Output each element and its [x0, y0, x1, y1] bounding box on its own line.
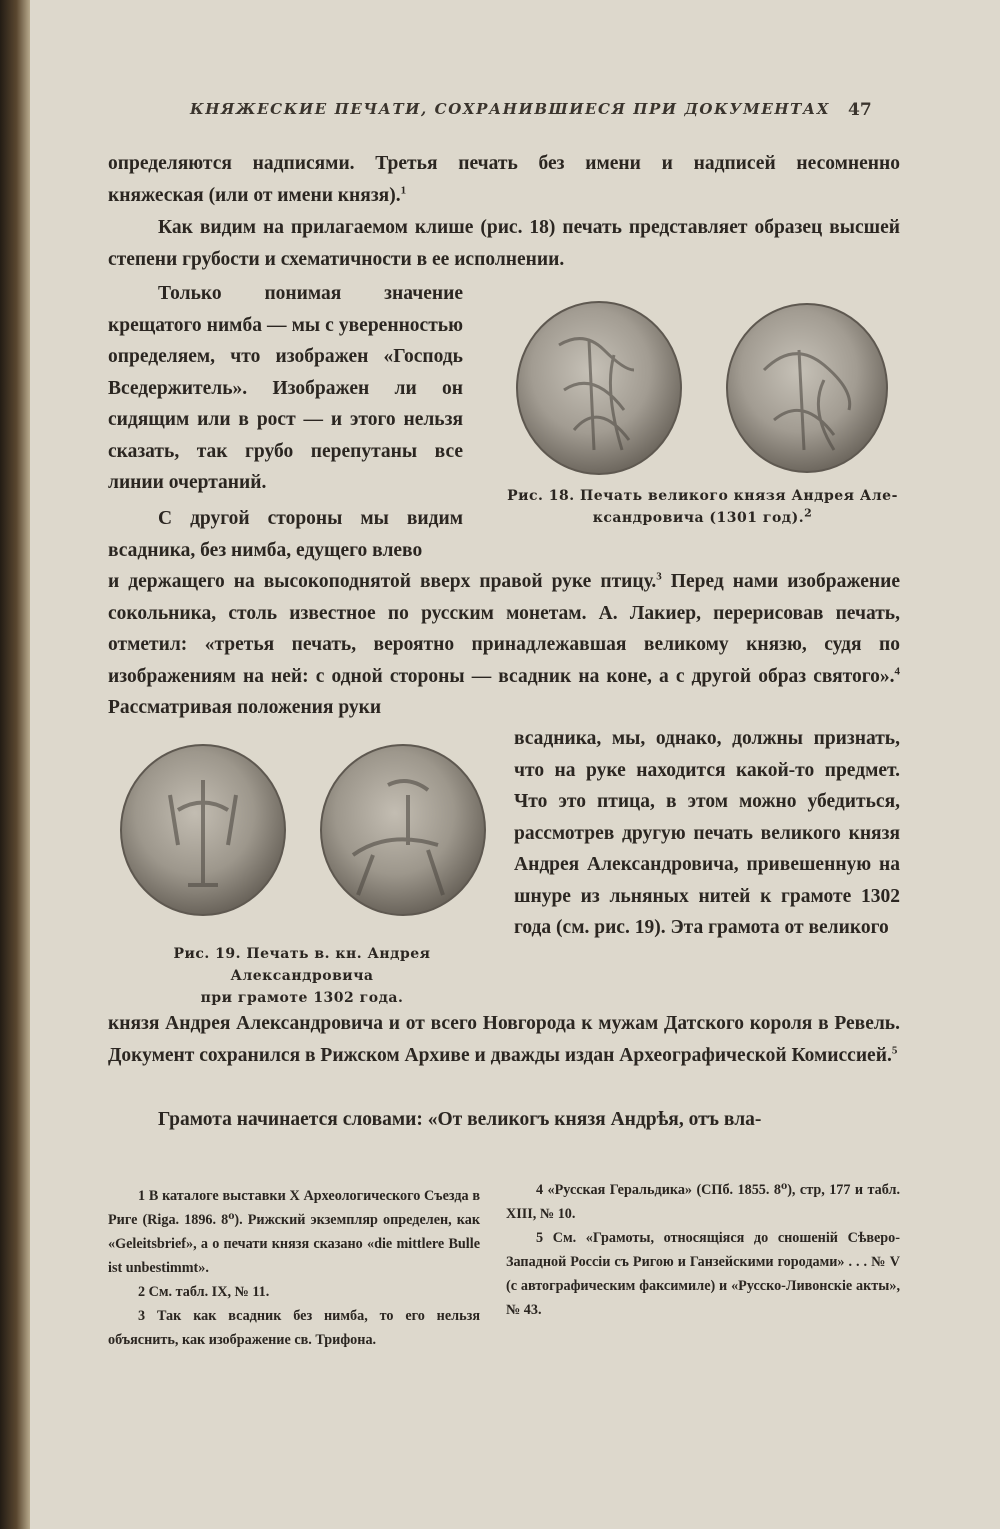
paragraph-1 [108, 148, 900, 211]
figure-18-caption [500, 485, 905, 529]
footnote-ref-4: 4 [894, 665, 900, 677]
paragraph-2 [108, 212, 900, 275]
seal-19-reverse [321, 745, 485, 915]
figure-18-caption-text: ксандровича (1301 год). [592, 510, 805, 526]
footnote-1-number: 1 [138, 1188, 146, 1204]
figure-18-caption-line-2 [500, 507, 905, 529]
paragraph-4-right-text: всадника, мы, однако, должны признать, что на руке находится какой-то предмет. Что это птица, в этом можно убедиться, рассмотрев другую печать великого князя Андрея Александровича, привешенную на шнуре из льняных нитей к грамоте 1302 года (см. рис. 19). Эта грамота от великого [514, 728, 900, 938]
footnote-3-number: 3 [138, 1308, 146, 1324]
paragraph-4-right-column [514, 723, 900, 944]
running-header: КНЯЖЕСКИЕ ПЕЧАТИ, СОХРАНИВШИЕСЯ ПРИ ДОКУМЕНТАХ [190, 100, 830, 118]
footnote-5 [506, 1226, 900, 1322]
paragraph-5-text: Грамота начинается словами: «От великогъ князя Андрѣя, отъ вла- [158, 1109, 762, 1130]
paragraph-1-line-2 [108, 180, 900, 212]
paragraph-4-middle [108, 566, 900, 724]
paragraph-5 [108, 1104, 900, 1136]
footnote-4-number: 4 [536, 1182, 544, 1198]
seal-18-reverse [727, 304, 887, 472]
figure-19-caption-line-2: при грамоте 1302 года. [200, 990, 404, 1006]
footnote-3-text: Так как всадник без нимба, то его нельзя объяснить, как изображение св. Трифона. [108, 1308, 480, 1348]
paragraph-4-d1: князя Андрея Александровича и от всего Новгорода к мужам Датского короля в Ревель. Документ сохранился в Рижском Архиве и дважды издан Археографической Комиссией. [108, 1013, 900, 1066]
footnote-ref-5: 5 [891, 1044, 898, 1056]
paragraph-2-text: Как видим на прилагаемом клише (рис. 18) печать представляет образец высшей степени грубости и схематичности в ее исполнении. [108, 217, 900, 270]
paragraph-4-end-text [108, 1008, 900, 1071]
footnote-ref-3: 3 [656, 570, 662, 583]
footnote-ref-2: 2 [804, 506, 813, 520]
footnote-5-text: См. «Грамоты, относящіяся до сношеній Сѣверо-Западной Россіи съ Ригою и Ганзейскими городами» . . . № V (с автографическим факсимиле) и «Русско-Ливонскіе акты», № 43. [506, 1230, 900, 1318]
figure-19-seal-images [108, 735, 493, 920]
figure-18-caption-line-1: Рис. 18. Печать великого князя Андрея Але- [507, 488, 898, 504]
footnote-1-text: В каталоге выставки X Археологического Съезда в Риге (Riga. 1896. 8⁰). Рижский экземпляр определен, как «Geleitsbrief», а о печати князя сказано «die mittlere Bulle ist unbestimmt». [108, 1188, 481, 1276]
paragraph-4-start [108, 503, 463, 566]
paragraph-1-line-1: определяются надписями. Третья печать без имени и надписей несомненно [108, 153, 900, 174]
paragraph-4-middle-text [108, 566, 900, 724]
paragraph-4-end [108, 1008, 900, 1071]
paragraph-4-b2: Перед нами изображение сокольника, столь известное по русским монетам. А. Лакиер, перерисовав печать, отметил: «третья печать, вероятно принадлежавшая великому князю, судя по изображениям на ней: с одной стороны — всадник на коне, а с другой образ святого». [108, 571, 900, 687]
footnote-2-number: 2 [138, 1284, 146, 1300]
paragraph-4-b1: и держащего на высокоподнятой вверх правой руке птицу. [108, 571, 657, 592]
paragraph-3 [108, 278, 463, 499]
footnote-1 [108, 1184, 480, 1280]
footnote-4-text: «Русская Геральдика» (СПб. 1855. 8⁰), стр, 177 и табл. XIII, № 10. [506, 1182, 901, 1222]
paragraph-3-text: Только понимая значение крещатого нимба — мы с уверенностью определяем, что изображен «Господь Вседержитель». Изображен ли он сидящим или в рост — и этого нельзя сказать, так грубо перепутаны все линии очертаний. [108, 283, 463, 493]
book-spine-shadow [0, 0, 30, 1529]
footnote-ref-1: 1 [400, 184, 407, 196]
figure-18-seal-images [504, 300, 899, 475]
footnotes-right-column [506, 1178, 900, 1322]
footnote-3 [108, 1304, 480, 1352]
page-number: 47 [848, 100, 872, 120]
footnote-5-number: 5 [536, 1230, 544, 1246]
footnote-2-text: См. табл. IX, № 11. [148, 1284, 270, 1300]
figure-19-caption [102, 943, 502, 1009]
seal-19-obverse [121, 745, 285, 915]
paragraph-4-b3: Рассматривая положения руки [108, 697, 382, 718]
footnote-2 [108, 1280, 480, 1304]
paragraph-4-start-text: С другой стороны мы видим всадника, без нимба, едущего влево [108, 508, 463, 561]
book-page [30, 0, 1000, 1529]
paragraph-1-text: княжеская (или от имени князя). [108, 184, 401, 206]
seal-18-obverse [517, 302, 681, 474]
figure-19-caption-line-1: Рис. 19. Печать в. кн. Андрея Александровича [173, 946, 431, 984]
footnote-4 [506, 1178, 900, 1226]
footnotes-left-column [108, 1184, 480, 1352]
